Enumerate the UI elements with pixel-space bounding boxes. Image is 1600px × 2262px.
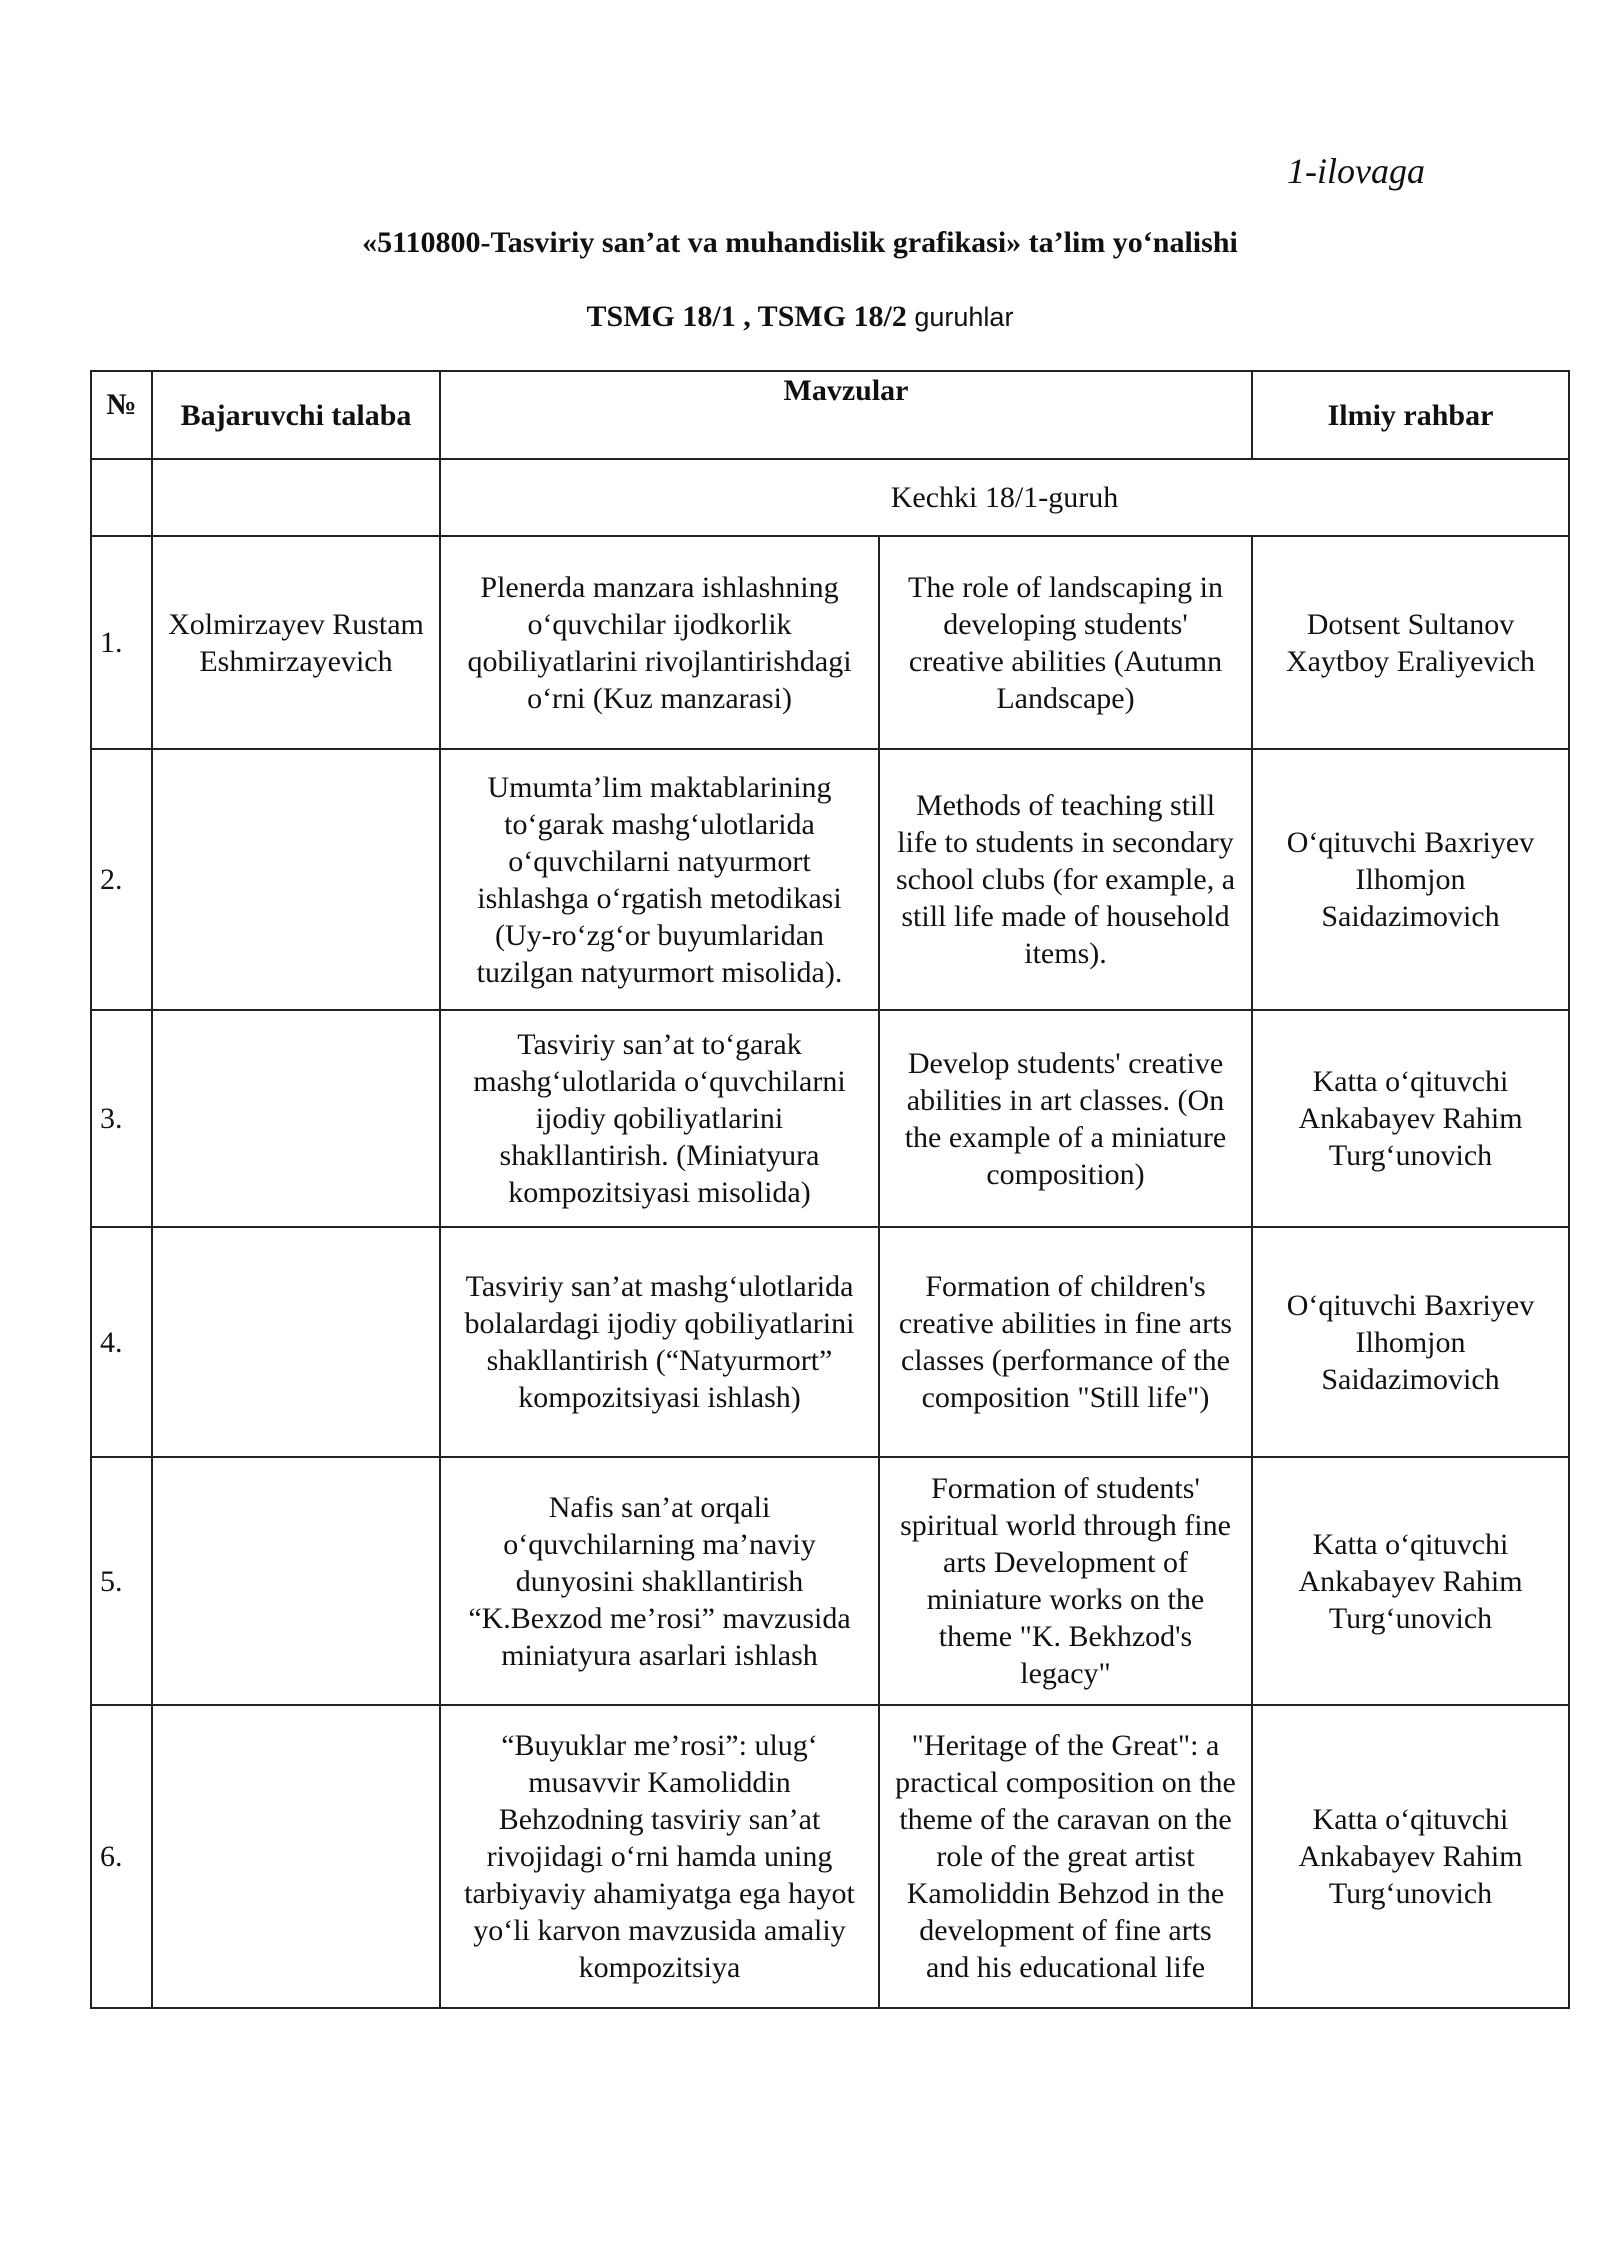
- row-student: [152, 1227, 440, 1457]
- row-topic-uz: Tasviriy san’at mashg‘ulotlarida bolalardagi ijodiy qobiliyatlarini shakllantirish (“Natyurmort” kompozitsiyasi ishlash): [440, 1227, 879, 1457]
- row-topic-uz: Tasviriy san’at to‘garak mashg‘ulotlarida o‘quvchilarni ijodiy qobiliyatlarini shakllantirish. (Miniatyura kompozitsiyasi misolida): [440, 1010, 879, 1227]
- group-row-student-cell: [152, 459, 440, 536]
- topics-table: [90, 370, 1570, 2009]
- groups-suffix: guruhlar: [914, 302, 1014, 332]
- groups-line: [0, 300, 1600, 334]
- group-label: Kechki 18/1-guruh: [440, 459, 1569, 536]
- row-supervisor: Dotsent Sultanov Xaytboy Eraliyevich: [1252, 536, 1569, 749]
- row-supervisor: O‘qituvchi Baxriyev Ilhomjon Saidazimovich: [1252, 1227, 1569, 1457]
- row-student: [152, 1457, 440, 1705]
- row-topic-en: Develop students' creative abilities in art classes. (On the example of a miniature composition): [879, 1010, 1252, 1227]
- row-supervisor: Katta o‘qituvchi Ankabayev Rahim Turg‘unovich: [1252, 1457, 1569, 1705]
- table-row: [91, 536, 1569, 749]
- groups-codes: TSMG 18/1 , TSMG 18/2: [586, 300, 907, 333]
- row-number: 1.: [91, 536, 152, 749]
- table-row: [91, 749, 1569, 1010]
- row-topic-en: Formation of children's creative abilities in fine arts classes (performance of the composition "Still life"): [879, 1227, 1252, 1457]
- header-number: №: [91, 371, 152, 459]
- row-student: Xolmirzayev Rustam Eshmirzayevich: [152, 536, 440, 749]
- table-row: [91, 1010, 1569, 1227]
- appendix-label: 1-ilovaga: [1287, 151, 1425, 191]
- header-topics: Mavzular: [440, 371, 1252, 459]
- header-student: Bajaruvchi talaba: [152, 371, 440, 459]
- row-topic-en: The role of landscaping in developing students' creative abilities (Autumn Landscape): [879, 536, 1252, 749]
- row-number: 6.: [91, 1705, 152, 2008]
- table-row: [91, 1457, 1569, 1705]
- row-number: 2.: [91, 749, 152, 1010]
- row-supervisor: Katta o‘qituvchi Ankabayev Rahim Turg‘unovich: [1252, 1010, 1569, 1227]
- document-title: «5110800-Tasviriy san’at va muhandislik grafikasi» ta’lim yo‘nalishi: [362, 226, 1238, 259]
- row-number: 3.: [91, 1010, 152, 1227]
- row-supervisor: Katta o‘qituvchi Ankabayev Rahim Turg‘unovich: [1252, 1705, 1569, 2008]
- row-student: [152, 1705, 440, 2008]
- row-student: [152, 1010, 440, 1227]
- row-topic-uz: Umumta’lim maktablarining to‘garak mashg‘ulotlarida o‘quvchilarni natyurmort ishlashga o‘rgatish metodikasi (Uy-ro‘zg‘or buyumlaridan tuzilgan natyurmort misolida).: [440, 749, 879, 1010]
- row-student: [152, 749, 440, 1010]
- row-topic-en: Formation of students' spiritual world through fine arts Development of miniature works on the theme "K. Bekhzod's legacy": [879, 1457, 1252, 1705]
- table-row: [91, 1705, 1569, 2008]
- row-supervisor: O‘qituvchi Baxriyev Ilhomjon Saidazimovich: [1252, 749, 1569, 1010]
- row-topic-en: Methods of teaching still life to students in secondary school clubs (for example, a still life made of household items).: [879, 749, 1252, 1010]
- group-row-number-cell: [91, 459, 152, 536]
- table-header-row: [91, 371, 1569, 459]
- header-supervisor: Ilmiy rahbar: [1252, 371, 1569, 459]
- row-topic-en: "Heritage of the Great": a practical composition on the theme of the caravan on the role of the great artist Kamoliddin Behzod in the development of fine arts and his educational life: [879, 1705, 1252, 2008]
- row-topic-uz: Plenerda manzara ishlashning o‘quvchilar ijodkorlik qobiliyatlarini rivojlantirishdagi o‘rni (Kuz manzarasi): [440, 536, 879, 749]
- row-number: 4.: [91, 1227, 152, 1457]
- table-row: [91, 1227, 1569, 1457]
- row-topic-uz: “Buyuklar me’rosi”: ulug‘ musavvir Kamoliddin Behzodning tasviriy san’at rivojidagi o‘rni hamda uning tarbiyaviy ahamiyatga ega hayot yo‘li karvon mavzusida amaliy kompozitsiya: [440, 1705, 879, 2008]
- row-topic-uz: Nafis san’at orqali o‘quvchilarning ma’naviy dunyosini shakllantirish “K.Bexzod me’rosi” mavzusida miniatyura asarlari ishlash: [440, 1457, 879, 1705]
- group-row: [91, 459, 1569, 536]
- row-number: 5.: [91, 1457, 152, 1705]
